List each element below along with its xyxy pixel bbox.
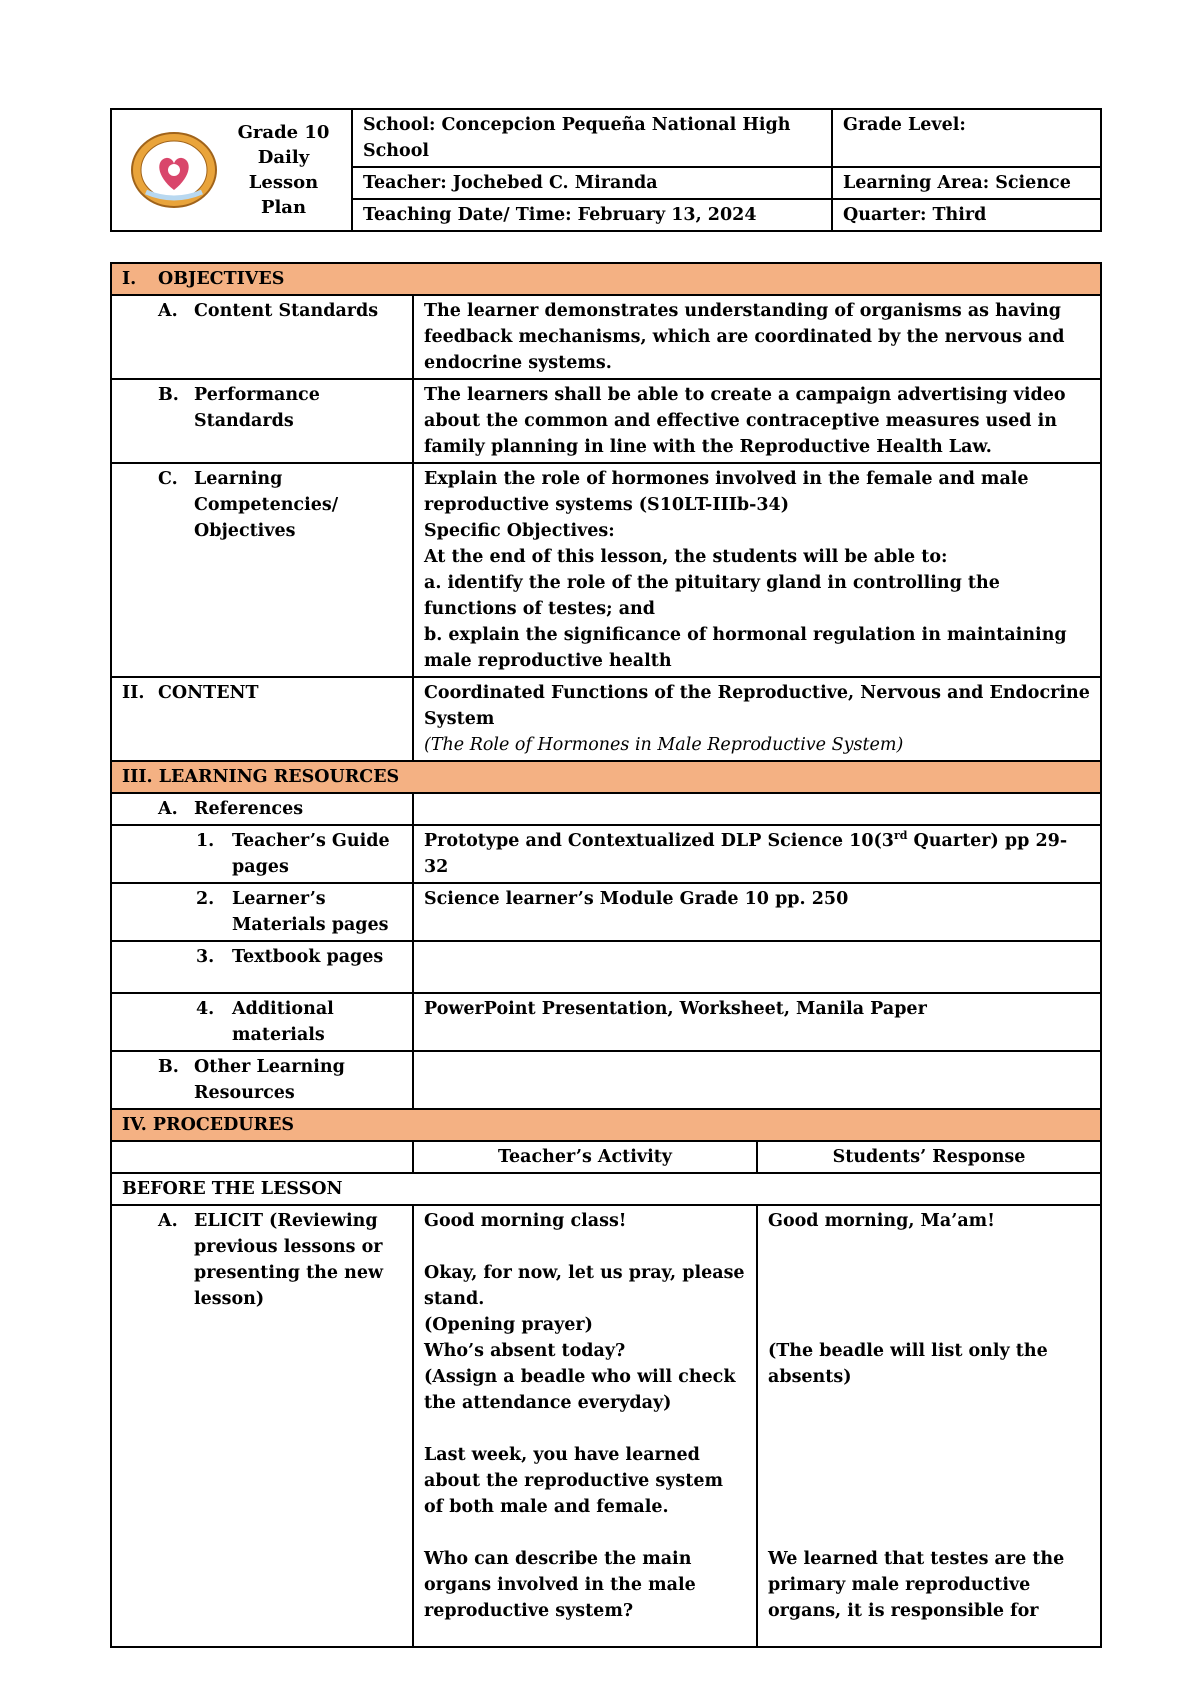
performance-standards-label: Performance Standards — [194, 385, 320, 431]
students-beadle: (The beadle will list only the absents) — [768, 1341, 1048, 1387]
competency-code: (S10LT-IIIb-34) — [638, 495, 790, 515]
section-objectives — [111, 263, 1101, 295]
objective-a: a. identify the role of the pituitary gland in controlling the functions of testes; and — [424, 573, 1000, 619]
row-learning-competencies — [111, 463, 1101, 677]
col-teacher-activity: Teacher’s Activity — [413, 1141, 757, 1173]
elicit-num: A. — [158, 1211, 178, 1231]
teacher-absent: Who’s absent today? — [424, 1341, 626, 1361]
performance-standards-text: The learners shall be able to create a campaign advertising video about the common and effective contraceptive measures used in family planning in line with the Reproductive Health Law. — [413, 379, 1101, 463]
add-num: 4. — [196, 999, 215, 1019]
students-answer: We learned that testes are the primary male reproductive organs, it is responsible for — [768, 1549, 1065, 1621]
references-label: References — [194, 799, 304, 819]
performance-standards-num: B. — [158, 385, 179, 405]
tb-num: 3. — [196, 947, 215, 967]
objectives-heading: OBJECTIVES — [158, 269, 285, 289]
teaching-date-cell: Teaching Date/ Time: February 13, 2024 — [352, 199, 832, 231]
row-content — [111, 677, 1101, 761]
competencies-cell — [413, 463, 1101, 677]
elicit-label: ELICIT (Reviewing previous lessons or presenting the new lesson) — [194, 1211, 384, 1309]
content-standards-text: The learner demonstrates understanding of organisms as having feedback mechanisms, which are coordinated by the nervous and endocrine systems. — [413, 295, 1101, 379]
row-performance-standards — [111, 379, 1101, 463]
tg-text: Prototype and Contextualized DLP Science 10(3rd Quarter) pp 29-32 — [413, 825, 1101, 883]
row-content-standards — [111, 295, 1101, 379]
header-logo-cell — [111, 109, 352, 231]
header-table — [110, 108, 1102, 232]
tg-num: 1. — [196, 831, 215, 851]
teacher-cell: Teacher: Jochebed C. Miranda — [352, 167, 832, 199]
competencies-line1: Explain the role of hormones involved in the female and male reproductive systems — [424, 469, 1029, 515]
elicit-students-cell — [757, 1205, 1101, 1647]
lm-num: 2. — [196, 889, 215, 909]
objective-b: b. explain the significance of hormonal regulation in maintaining male reproductive health — [424, 625, 1067, 671]
teacher-greeting: Good morning class! — [424, 1211, 627, 1231]
lesson-plan-table — [110, 262, 1102, 1648]
learning-resources-heading: III. LEARNING RESOURCES — [111, 761, 1101, 793]
specific-objectives-heading: Specific Objectives: — [424, 521, 615, 541]
row-activity-headers — [111, 1141, 1101, 1173]
objectives-intro: At the end of this lesson, the students will be able to: — [424, 547, 948, 567]
tb-label: Textbook pages — [232, 947, 384, 967]
row-textbook — [111, 941, 1101, 993]
content-standards-label: Content Standards — [194, 301, 379, 321]
content-label: CONTENT — [158, 683, 259, 703]
other-text — [413, 1051, 1101, 1109]
objectives-num: I. — [122, 269, 137, 289]
header-title-line3: Plan — [260, 197, 307, 218]
grade-level-cell: Grade Level: — [832, 109, 1101, 167]
before-lesson-label: BEFORE THE LESSON — [111, 1173, 1101, 1205]
teacher-question: Who can describe the main organs involved in the male reproductive system? — [424, 1549, 696, 1621]
lm-text: Science learner’s Module Grade 10 pp. 250 — [413, 883, 1101, 941]
procedures-heading: IV. PROCEDURES — [111, 1109, 1101, 1141]
header-title-line1: Grade 10 — [237, 122, 330, 143]
competencies-num: C. — [158, 469, 178, 489]
add-text: PowerPoint Presentation, Worksheet, Manila Paper — [413, 993, 1101, 1051]
col-students-response: Students’ Response — [757, 1141, 1101, 1173]
other-label: Other Learning Resources — [194, 1057, 345, 1103]
row-additional-materials — [111, 993, 1101, 1051]
row-references — [111, 793, 1101, 825]
section-procedures — [111, 1109, 1101, 1141]
quarter-cell: Quarter: Third — [832, 199, 1101, 231]
section-learning-resources — [111, 761, 1101, 793]
tg-label: Teacher’s Guide pages — [232, 831, 390, 877]
teacher-opening-prayer: (Opening prayer) — [424, 1315, 593, 1335]
elicit-teacher-cell — [413, 1205, 757, 1647]
row-other-resources — [111, 1051, 1101, 1109]
teacher-last-week: Last week, you have learned about the reproductive system of both male and female. — [424, 1445, 724, 1517]
school-seal-logo — [126, 130, 226, 210]
learning-area-cell: Learning Area: Science — [832, 167, 1101, 199]
row-elicit — [111, 1205, 1101, 1647]
teacher-beadle: (Assign a beadle who will check the attendance everyday) — [424, 1367, 736, 1413]
row-learners-materials — [111, 883, 1101, 941]
header-title — [226, 120, 341, 220]
add-label: Additional materials — [232, 999, 334, 1045]
references-num: A. — [158, 799, 178, 819]
students-greeting: Good morning, Ma’am! — [768, 1211, 995, 1231]
content-title: Coordinated Functions of the Reproductive, Nervous and Endocrine System — [424, 683, 1090, 729]
lm-label: Learner’s Materials pages — [232, 889, 389, 935]
header-title-line2: Daily Lesson — [248, 147, 319, 193]
content-num: II. — [122, 683, 145, 703]
other-num: B. — [158, 1057, 179, 1077]
school-cell: School: Concepcion Pequeña National High School — [352, 109, 832, 167]
tb-text — [413, 941, 1101, 993]
teacher-pray: Okay, for now, let us pray, please stand. — [424, 1263, 745, 1309]
row-teachers-guide — [111, 825, 1101, 883]
competencies-label: Learning Competencies/ Objectives — [194, 469, 339, 541]
content-subtitle: (The Role of Hormones in Male Reproductive System) — [424, 735, 904, 755]
content-standards-num: A. — [158, 301, 178, 321]
row-before-lesson — [111, 1173, 1101, 1205]
